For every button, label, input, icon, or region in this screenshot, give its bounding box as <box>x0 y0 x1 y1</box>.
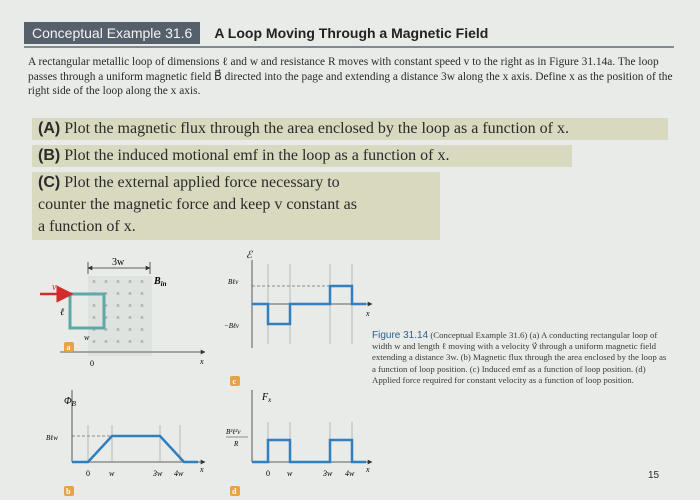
field-cross: × <box>140 290 144 298</box>
panel-d <box>226 390 372 478</box>
field-cross: × <box>104 278 108 286</box>
panel-d-badge: d <box>232 487 237 496</box>
loop-length-label: ℓ <box>60 307 65 318</box>
figure-caption <box>372 330 672 386</box>
field-width-label: 3w <box>112 257 125 268</box>
field-cross: × <box>104 326 108 334</box>
flux-tick-0: 0 <box>86 469 90 478</box>
question-b: (B) Plot the induced motional emf in the loop as a function of x. <box>38 147 450 164</box>
field-cross: × <box>128 302 132 310</box>
field-cross: × <box>92 302 96 310</box>
field-cross: × <box>116 302 120 310</box>
panel-c <box>224 250 372 348</box>
field-cross: × <box>128 314 132 322</box>
field-cross: × <box>116 314 120 322</box>
field-cross: × <box>140 278 144 286</box>
example-badge: Conceptual Example 31.6 <box>24 22 200 44</box>
field-cross: × <box>104 314 108 322</box>
field-cross: × <box>104 290 108 298</box>
flux-tick-4w: 4w <box>174 469 184 478</box>
field-cross: × <box>128 338 132 346</box>
velocity-label: v <box>52 282 57 293</box>
emf-x-label: x <box>366 309 370 318</box>
force-tick-w: w <box>287 469 293 478</box>
force-curve <box>252 440 366 462</box>
force-level-numerator: B²ℓ²v <box>226 428 241 436</box>
field-cross: × <box>92 278 96 286</box>
flux-level-label: Bℓw <box>46 434 58 442</box>
page-number: 15 <box>648 470 660 481</box>
force-tick-3w: 3w <box>323 469 333 478</box>
panel-b-badge: b <box>66 487 71 496</box>
field-cross: × <box>92 314 96 322</box>
field-cross: × <box>104 338 108 346</box>
field-cross: × <box>128 326 132 334</box>
field-cross: × <box>92 338 96 346</box>
caption-label: Figure 31.14 <box>372 330 429 341</box>
field-cross: × <box>116 326 120 334</box>
flux-tick-3w: 3w <box>153 469 163 478</box>
field-cross: × <box>140 314 144 322</box>
origin-label: 0 <box>90 359 94 368</box>
field-label: $B_{in}$ <box>154 276 167 288</box>
question-a: (A) Plot the magnetic flux through the area enclosed by the loop as a function of x. <box>38 120 569 137</box>
field-cross: × <box>92 290 96 298</box>
question-c-line-2: counter the magnetic force and keep v constant as <box>38 196 357 213</box>
flux-curve <box>72 436 198 462</box>
panel-a-badge: a <box>66 343 71 352</box>
flux-tick-w: w <box>109 469 115 478</box>
flux-axis-label: $\Phi_B$ <box>64 396 76 408</box>
field-cross: × <box>140 302 144 310</box>
figure-31-14 <box>0 240 380 500</box>
field-cross: × <box>104 302 108 310</box>
example-header <box>24 22 674 44</box>
emf-positive-label: Bℓv <box>228 278 239 286</box>
field-cross: × <box>116 290 120 298</box>
field-cross: × <box>92 326 96 334</box>
question-c: (C) Plot the external applied force necessary to <box>38 174 340 191</box>
panel-b <box>46 390 205 478</box>
question-c-line-3: a function of x. <box>38 218 136 235</box>
example-title: A Loop Moving Through a Magnetic Field <box>214 25 489 41</box>
field-cross: × <box>140 338 144 346</box>
problem-statement: A rectangular metallic loop of dimensions ℓ and w and resistance R moves with constant speed v to the right as in Figure 31.14a. The loop passes through a uniform magnetic field B⃗ directed into the page and extending a distance 3w along the x axis. Define x as the position of the right side of the loop along the x axis. <box>28 56 673 97</box>
force-tick-0: 0 <box>266 469 270 478</box>
field-cross: × <box>128 290 132 298</box>
field-cross: × <box>116 338 120 346</box>
emf-axis-label: ℰ <box>246 250 253 261</box>
field-cross: × <box>128 278 132 286</box>
field-cross: × <box>140 326 144 334</box>
force-level-denominator: R <box>234 440 239 448</box>
force-x-label: x <box>366 465 370 474</box>
field-cross: × <box>116 278 120 286</box>
emf-negative-label: −Bℓv <box>224 322 240 330</box>
loop-width-label: w <box>84 333 90 342</box>
force-tick-4w: 4w <box>345 469 355 478</box>
panel-a-x-label: x <box>200 357 204 366</box>
header-rule <box>24 46 674 48</box>
force-axis-label: $F_x$ <box>262 392 272 404</box>
flux-x-label: x <box>200 465 204 474</box>
caption-text: (Conceptual Example 31.6) (a) A conducting rectangular loop of width w and length ℓ moving with a velocity v⃗ through a uniform magnetic field extending a distance 3w. (b) Magnetic flux through the area enclosed by the loop as a function of loop position. (c) Induced emf as a function of loop position. (d) Applied force required for constant velocity as a function of loop position. <box>372 330 667 385</box>
panel-c-badge: c <box>232 377 237 386</box>
emf-curve <box>252 286 366 324</box>
